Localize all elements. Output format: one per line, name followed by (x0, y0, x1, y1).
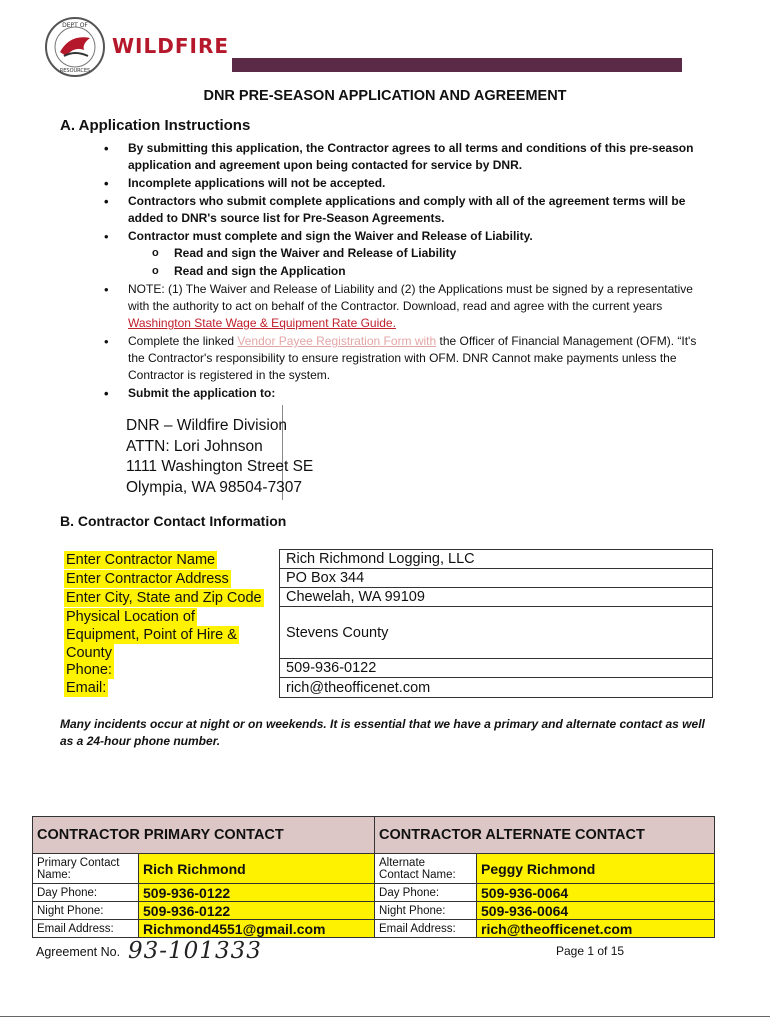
instruction-item: • By submitting this application, the Contractor agrees to all terms and conditions of this pre-season application and agreement upon being contacted for service by DNR. (104, 140, 714, 174)
instruction-item (104, 333, 714, 384)
contractor-info-table (279, 549, 713, 698)
bottom-edge-line (0, 1016, 770, 1017)
address-line: Olympia, WA 98504-7307 (126, 478, 303, 496)
address-line: DNR – Wildfire Division (126, 417, 288, 434)
primary-name-label (33, 854, 139, 884)
contractor-address-field[interactable]: PO Box 344 (280, 569, 712, 588)
email-field[interactable]: rich@theofficenet.com (286, 679, 431, 696)
mailing-address (126, 416, 313, 498)
primary-night-phone-field[interactable]: 509-936-0122 (139, 902, 375, 920)
instruction-item (104, 228, 714, 280)
address-line: ATTN: Lori Johnson (126, 437, 263, 455)
primary-day-phone-field[interactable]: 509-936-0122 (139, 884, 375, 902)
city-state-zip-field[interactable]: Chewelah, WA 99109 (280, 588, 712, 607)
location-label-line: Equipment, Point of Hire & (66, 627, 237, 643)
alternate-night-label: Night Phone: (375, 902, 477, 920)
header-band (232, 58, 682, 72)
alternate-day-label: Day Phone: (375, 884, 477, 902)
location-field[interactable]: Stevens County (280, 607, 712, 659)
label-line: Name: (37, 868, 71, 881)
primary-email-field[interactable]: Richmond4551@gmail.com (139, 920, 375, 938)
phone-label: Phone: (66, 662, 112, 678)
instruction-item: • Incomplete applications will not be accepted. (104, 175, 714, 192)
contacts-table (32, 816, 715, 938)
contractor-name-field[interactable]: Rich Richmond Logging, LLC (280, 550, 712, 569)
sub-instruction-item: o Read and sign the Application (152, 263, 714, 280)
address-line: 1111 Washington Street SE (126, 458, 314, 475)
sub-instructions (128, 245, 714, 280)
vendor-registration-link[interactable]: Vendor Payee Registration Form with (237, 334, 437, 348)
primary-day-label: Day Phone: (33, 884, 139, 902)
alternate-email-label: Email Address: (375, 920, 477, 938)
instruction-item (104, 281, 714, 332)
label-line: Contact Name: (379, 868, 456, 881)
instruction-text: Complete the linked (128, 334, 235, 348)
agreement-number-handwritten: 93-101333 (128, 938, 262, 964)
label-line: Alternate (379, 856, 426, 869)
alternate-name-field[interactable]: Peggy Richmond (477, 854, 715, 884)
phone-field[interactable]: 509-936-0122 (280, 659, 712, 678)
label-line: Primary Contact (37, 856, 120, 869)
availability-note: Many incidents occur at night or on weekends. It is essential that we have a primary and alternate contact as well as a 24-hour phone number. (60, 717, 705, 748)
agreement-label: Agreement No. (36, 945, 121, 959)
primary-email-label: Email Address: (33, 920, 139, 938)
section-a-heading: A. Application Instructions (60, 117, 251, 134)
alternate-day-phone-field[interactable]: 509-936-0064 (477, 884, 715, 902)
location-label-line: County (66, 645, 112, 661)
instruction-text: NOTE: (1) The Waiver and Release of Liability and (2) the Applications must be signed by a representative with the authority to act on behalf of the Contractor. Download, read and agree with the current years (128, 282, 693, 313)
page-title: DNR PRE-SEASON APPLICATION AND AGREEMENT (203, 88, 567, 104)
svg-text:RESOURCES: RESOURCES (59, 68, 91, 74)
alternate-email-field[interactable]: rich@theofficenet.com (477, 920, 715, 938)
location-label-line: Physical Location of (66, 609, 195, 625)
primary-night-label: Night Phone: (33, 902, 139, 920)
wage-rate-guide-link[interactable]: Washington State Wage & Equipment Rate Guide. (128, 316, 396, 330)
dnr-seal-logo (44, 16, 106, 78)
instructions-list (104, 140, 714, 403)
email-label: Email: (66, 680, 107, 696)
alternate-name-label (375, 854, 477, 884)
alternate-contact-heading: CONTRACTOR ALTERNATE CONTACT (375, 817, 715, 854)
instruction-item: • Submit the application to: (104, 385, 714, 402)
page-number: Page 1 of 15 (556, 944, 625, 958)
instruction-text: the Officer of Financial Management (OFM). “It's the Contractor's responsibility to ensure registration with OFM. DNR Cannot make payments unless the Contractor is registered in the system. (128, 334, 697, 382)
contractor-name-label: Enter Contractor Name (66, 552, 216, 568)
section-b-heading: B. Contractor Contact Information (60, 513, 287, 529)
instruction-text: Contractor must complete and sign the Waiver and Release of Liability. (128, 229, 533, 243)
wildfire-brand: WILDFIRE (112, 34, 230, 58)
instruction-item: • Contractors who submit complete applications and comply with all of the agreement terms will be added to DNR's source list for Pre-Season Agreements. (104, 193, 714, 227)
svg-text:DEPT OF: DEPT OF (62, 22, 88, 29)
contractor-address-label: Enter Contractor Address (66, 571, 229, 587)
primary-name-field[interactable]: Rich Richmond (139, 854, 375, 884)
primary-contact-heading: CONTRACTOR PRIMARY CONTACT (33, 817, 375, 854)
city-state-zip-label: Enter City, State and Zip Code (66, 590, 262, 606)
sub-instruction-item: o Read and sign the Waiver and Release of Liability (152, 245, 714, 262)
alternate-night-phone-field[interactable]: 509-936-0064 (477, 902, 715, 920)
